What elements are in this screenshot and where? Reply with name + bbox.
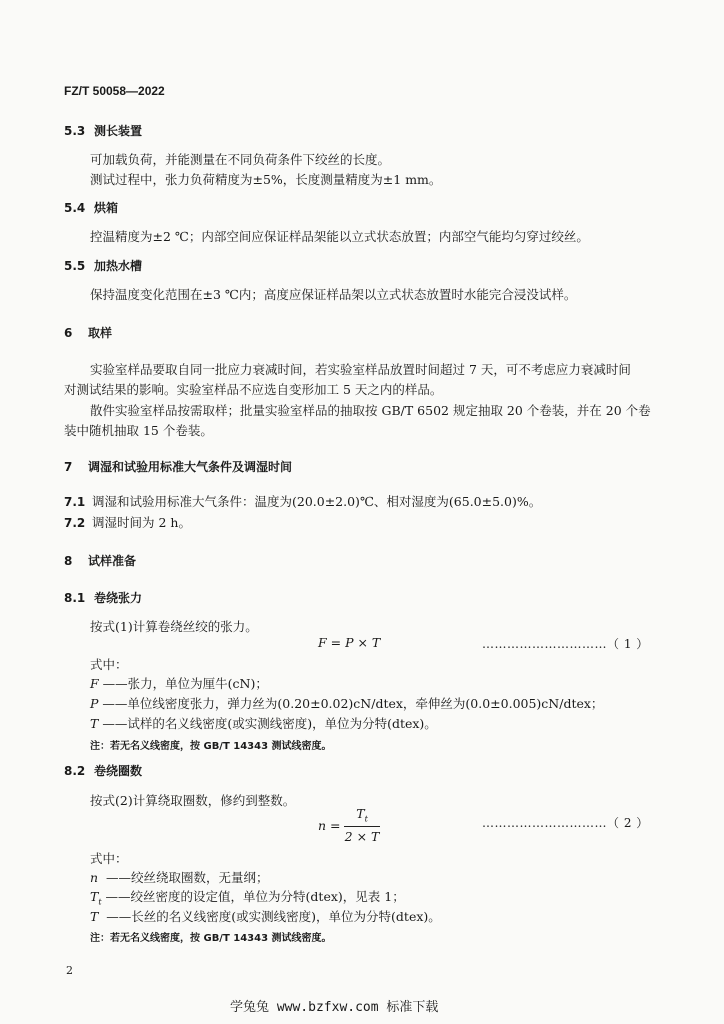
paragraph: 测试过程中，张力负荷精度为±5%，长度测量精度为±1 mm。 <box>90 172 442 187</box>
section-number: 5.5 <box>64 259 86 273</box>
formula-2-lhs: n = <box>318 818 341 833</box>
paragraph: 保持温度变化范围在±3 ℃内；高度应保证样品架以立式状态放置时水能完合浸没试样。 <box>90 287 577 302</box>
section-8-2-heading <box>64 762 142 779</box>
definition-item <box>90 714 437 732</box>
clause-text: 调湿时间为 2 h。 <box>92 515 191 530</box>
paragraph: 对测试结果的影响。实验室样品不应选自变形加工 5 天之内的样品。 <box>64 382 443 397</box>
paragraph: 控温精度为±2 ℃；内部空间应保证样品架能以立式状态放置；内部空气能均匀穿过绞丝。 <box>90 229 589 244</box>
definition-item <box>90 674 268 692</box>
equation-number-1: …………………………（ 1 ） <box>482 637 649 651</box>
paragraph: 实验室样品要取自同一批应力衰减时间，若实验室样品放置时间超过 7 天，可不考虑应力衰减时间 <box>90 362 631 377</box>
formula-1: F = P × T <box>318 635 381 650</box>
section-number: 5.4 <box>64 201 86 215</box>
definition-text: ——单位线密度张力，弹力丝为(0.20±0.02)cN/dtex，牵伸丝为(0.0±0.005)cN/dtex； <box>102 696 604 711</box>
clause-number: 7.1 <box>64 495 86 509</box>
fraction-numerator: $T_t$ <box>356 806 368 824</box>
section-title: 测长装置 <box>94 124 143 138</box>
where-label: 式中： <box>90 657 128 672</box>
definition-symbol: $T_t$ <box>90 889 102 907</box>
note: 注：若无名义线密度，按 GB/T 14343 测试线密度。 <box>90 741 332 752</box>
page-number: 2 <box>66 964 73 977</box>
section-title: 试样准备 <box>88 554 137 568</box>
section-title: 卷绕圈数 <box>94 764 143 778</box>
section-number: 8.1 <box>64 591 86 605</box>
section-title: 烘箱 <box>94 201 119 215</box>
paragraph: 按式(1)计算卷绕丝绞的张力。 <box>90 619 258 634</box>
section-number: 6 <box>64 326 73 340</box>
equation-number-2: …………………………（ 2 ） <box>482 816 649 830</box>
section-6-heading <box>64 324 112 341</box>
fraction-denominator: 2 × T <box>344 828 380 844</box>
definition-symbol: F <box>90 676 99 691</box>
definition-item <box>90 694 603 712</box>
clause-7-1 <box>64 492 541 510</box>
section-8-heading <box>64 552 136 569</box>
paragraph: 可加载负荷，并能测量在不同负荷条件下绞丝的长度。 <box>90 152 391 167</box>
definition-text: ——张力，单位为厘牛(cN)； <box>102 676 268 691</box>
definition-symbol: P <box>90 696 99 711</box>
section-title: 卷绕张力 <box>94 591 143 605</box>
paragraph: 装中随机抽取 15 个卷装。 <box>64 423 213 438</box>
section-5-4-heading <box>64 199 118 216</box>
clause-text: 调湿和试验用标准大气条件：温度为(20.0±2.0)℃、相对湿度为(65.0±5.0)%。 <box>92 494 542 509</box>
definition-item <box>90 907 441 925</box>
section-title: 调湿和试验用标准大气条件及调湿时间 <box>88 460 293 474</box>
section-5-5-heading <box>64 257 142 274</box>
paragraph: 按式(2)计算绕取圈数，修约到整数。 <box>90 793 296 808</box>
definition-text: ——试样的名义线密度(或实测线密度)，单位为分特(dtex)。 <box>102 716 437 731</box>
where-label: 式中： <box>90 851 128 866</box>
formula-2-fraction <box>344 806 380 844</box>
standard-number: FZ/T 50058—2022 <box>64 84 165 98</box>
fraction-bar <box>344 826 380 827</box>
definition-item <box>90 868 269 886</box>
section-title: 取样 <box>88 326 113 340</box>
clause-number: 7.2 <box>64 516 86 530</box>
section-5-3-heading <box>64 122 142 139</box>
footer-watermark: 学兔兔 www.bzfxw.com 标准下载 <box>230 1000 439 1015</box>
definition-symbol: n <box>90 870 99 885</box>
definition-item <box>90 887 405 907</box>
section-8-1-heading <box>64 589 142 606</box>
clause-7-2 <box>64 513 191 531</box>
section-number: 8 <box>64 554 73 568</box>
definition-text: ——绞丝密度的设定值，单位为分特(dtex)，见表 1； <box>105 889 405 904</box>
section-7-heading <box>64 458 292 475</box>
note: 注：若无名义线密度，按 GB/T 14343 测试线密度。 <box>90 933 332 944</box>
definition-text: ——长丝的名义线密度(或实测线密度)，单位为分特(dtex)。 <box>106 909 441 924</box>
definition-text: ——绞丝绕取圈数，无量纲； <box>106 870 269 885</box>
section-number: 8.2 <box>64 764 86 778</box>
section-number: 7 <box>64 460 73 474</box>
definition-symbol: T <box>90 909 99 924</box>
section-title: 加热水槽 <box>94 259 143 273</box>
section-number: 5.3 <box>64 124 86 138</box>
paragraph: 散件实验室样品按需取样；批量实验室样品的抽取按 GB/T 6502 规定抽取 20 个卷装，并在 20 个卷 <box>90 403 651 418</box>
definition-symbol: T <box>90 716 99 731</box>
